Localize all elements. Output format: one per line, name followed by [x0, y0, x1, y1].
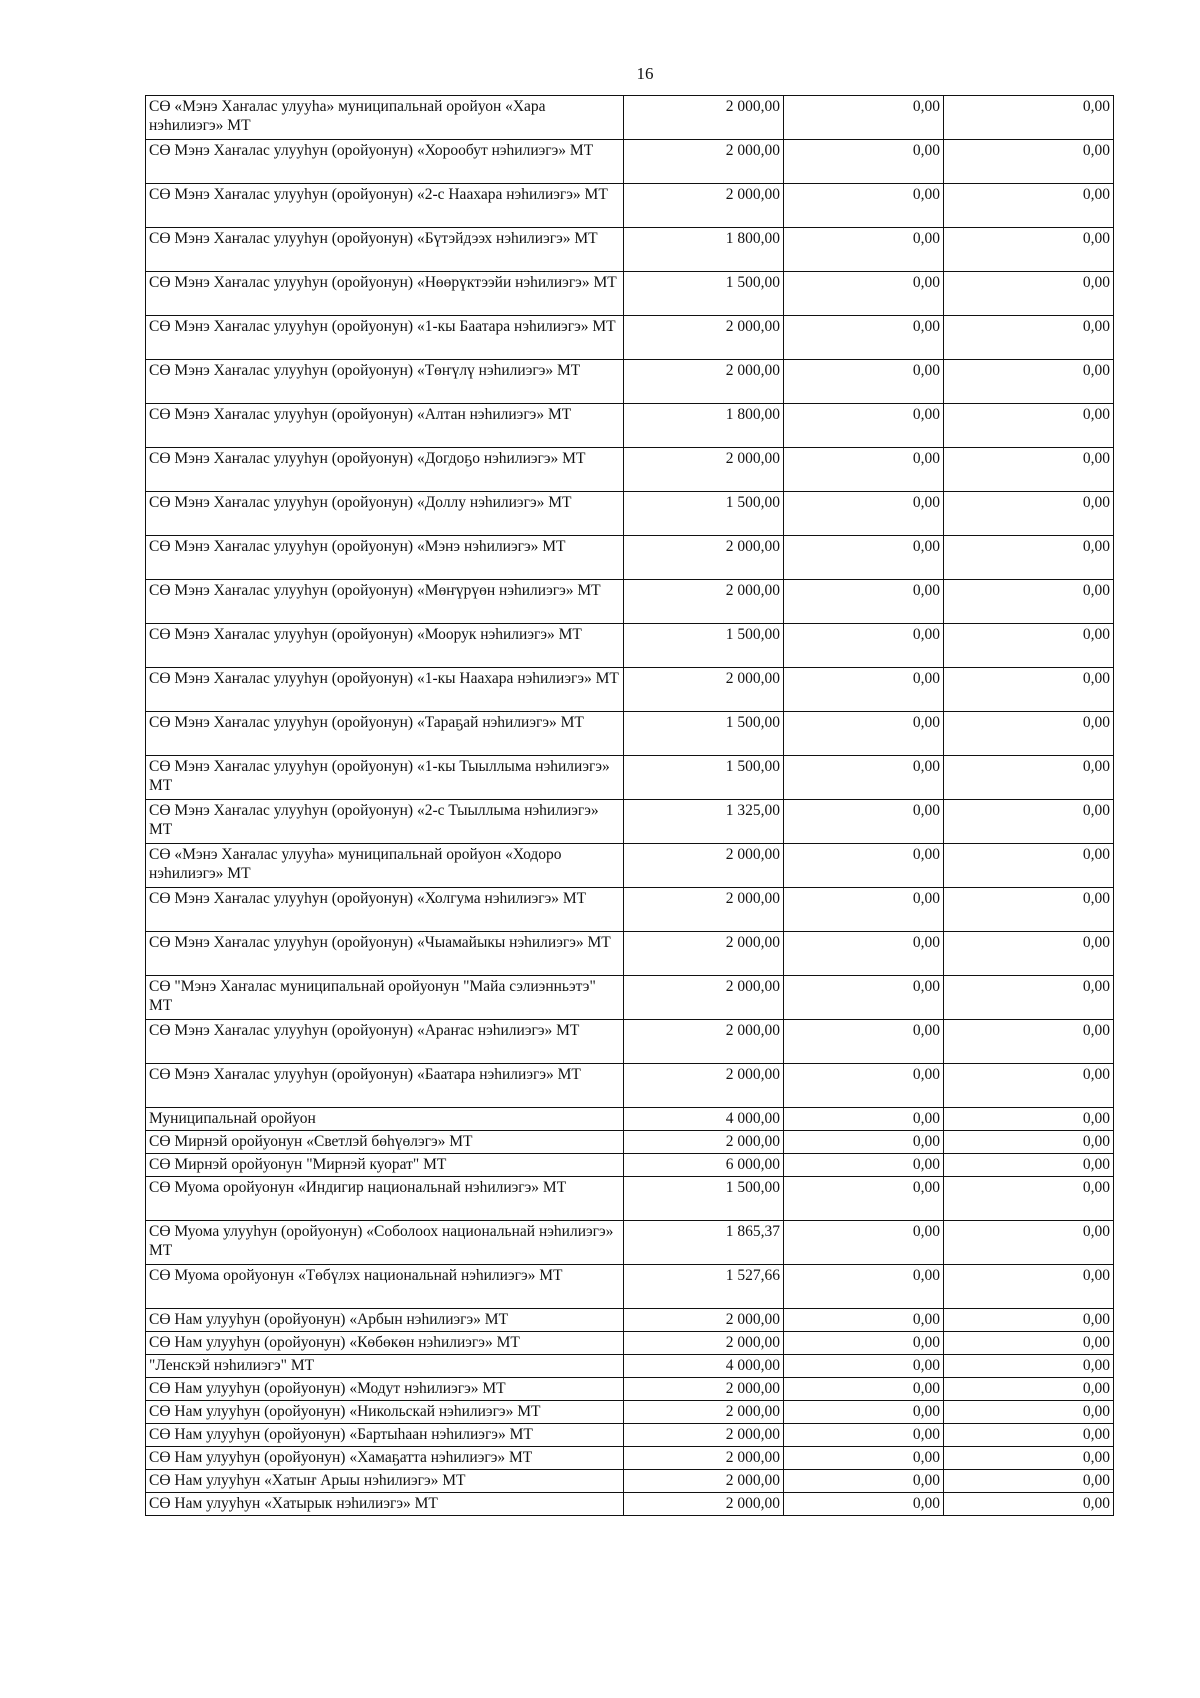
value-cell: 0,00	[784, 1064, 944, 1108]
budget-table	[145, 95, 1114, 1516]
amount-cell: 2 000,00	[624, 1493, 784, 1516]
table-row	[146, 1447, 1114, 1470]
value-cell: 0,00	[784, 1177, 944, 1221]
org-name-cell: СӨ Нам улууһун (оройуонун) «Бартыһаан нэһилиэгэ» МТ	[146, 1424, 624, 1447]
table-row	[146, 360, 1114, 404]
value-cell: 0,00	[784, 1424, 944, 1447]
org-name-cell: СӨ Мэнэ Хаҥалас улууһун (оройуонун) «1-кы Тыыллыма нэһилиэгэ» МТ	[146, 756, 624, 800]
value-cell: 0,00	[784, 1221, 944, 1265]
value-cell: 0,00	[944, 404, 1114, 448]
table-row	[146, 492, 1114, 536]
value-cell: 0,00	[784, 888, 944, 932]
value-cell: 0,00	[944, 316, 1114, 360]
value-cell: 0,00	[784, 404, 944, 448]
amount-cell: 2 000,00	[624, 1309, 784, 1332]
value-cell: 0,00	[784, 1265, 944, 1309]
value-cell: 0,00	[784, 580, 944, 624]
table-row	[146, 1131, 1114, 1154]
value-cell: 0,00	[944, 1221, 1114, 1265]
amount-cell: 2 000,00	[624, 1447, 784, 1470]
amount-cell: 1 865,37	[624, 1221, 784, 1265]
value-cell: 0,00	[944, 184, 1114, 228]
value-cell: 0,00	[784, 932, 944, 976]
value-cell: 0,00	[784, 1020, 944, 1064]
org-name-cell: СӨ Мэнэ Хаҥалас улууһун (оройуонун) «1-кы Баатара нэһилиэгэ» МТ	[146, 316, 624, 360]
amount-cell: 2 000,00	[624, 536, 784, 580]
amount-cell: 2 000,00	[624, 844, 784, 888]
amount-cell: 1 500,00	[624, 712, 784, 756]
value-cell: 0,00	[784, 1131, 944, 1154]
value-cell: 0,00	[944, 448, 1114, 492]
value-cell: 0,00	[944, 1309, 1114, 1332]
value-cell: 0,00	[784, 1309, 944, 1332]
amount-cell: 2 000,00	[624, 448, 784, 492]
org-name-cell: СӨ Мэнэ Хаҥалас улууһун (оройуонун) «Мөҥүрүөн нэһилиэгэ» МТ	[146, 580, 624, 624]
amount-cell: 2 000,00	[624, 360, 784, 404]
org-name-cell: СӨ Мэнэ Хаҥалас улууһун (оройуонун) «Чыамайыкы нэһилиэгэ» МТ	[146, 932, 624, 976]
value-cell: 0,00	[784, 1378, 944, 1401]
table-row	[146, 1154, 1114, 1177]
org-name-cell: "Ленскэй нэһилиэгэ" МТ	[146, 1355, 624, 1378]
value-cell: 0,00	[784, 96, 944, 140]
org-name-cell: СӨ Мирнэй оройуонун «Светлэй бөһүөлэгэ» МТ	[146, 1131, 624, 1154]
table-row	[146, 976, 1114, 1020]
value-cell: 0,00	[784, 272, 944, 316]
value-cell: 0,00	[784, 1493, 944, 1516]
table-row	[146, 1108, 1114, 1131]
value-cell: 0,00	[784, 184, 944, 228]
table-row	[146, 96, 1114, 140]
value-cell: 0,00	[944, 1355, 1114, 1378]
table-row	[146, 800, 1114, 844]
org-name-cell: СӨ «Мэнэ Хаҥалас улууһа» муниципальнай оройуон «Хара нэһилиэгэ» МТ	[146, 96, 624, 140]
amount-cell: 2 000,00	[624, 1020, 784, 1064]
org-name-cell: СӨ Мирнэй оройуонун "Мирнэй куорат" МТ	[146, 1154, 624, 1177]
amount-cell: 2 000,00	[624, 316, 784, 360]
value-cell: 0,00	[784, 1108, 944, 1131]
value-cell: 0,00	[944, 1064, 1114, 1108]
org-name-cell: СӨ Мэнэ Хаҥалас улууһун (оройуонун) «Мэнэ нэһилиэгэ» МТ	[146, 536, 624, 580]
table-row	[146, 184, 1114, 228]
budget-table-body	[146, 96, 1114, 1516]
org-name-cell: СӨ Мэнэ Хаҥалас улууһун (оройуонун) «Догдоҕо нэһилиэгэ» МТ	[146, 448, 624, 492]
value-cell: 0,00	[784, 1401, 944, 1424]
org-name-cell: СӨ Мэнэ Хаҥалас улууһун (оройуонун) «2-с Тыыллыма нэһилиэгэ» МТ	[146, 800, 624, 844]
org-name-cell: СӨ Нам улууһун (оройуонун) «Модут нэһилиэгэ» МТ	[146, 1378, 624, 1401]
org-name-cell: СӨ Мэнэ Хаҥалас улууһун (оройуонун) «Доллу нэһилиэгэ» МТ	[146, 492, 624, 536]
value-cell: 0,00	[944, 1447, 1114, 1470]
org-name-cell: СӨ Мэнэ Хаҥалас улууһун (оройуонун) «Баатара нэһилиэгэ» МТ	[146, 1064, 624, 1108]
value-cell: 0,00	[784, 1470, 944, 1493]
value-cell: 0,00	[944, 888, 1114, 932]
org-name-cell: СӨ Мэнэ Хаҥалас улууһун (оройуонун) «1-кы Наахара нэһилиэгэ» МТ	[146, 668, 624, 712]
org-name-cell: СӨ Нам улууһун «Хатырык нэһилиэгэ» МТ	[146, 1493, 624, 1516]
table-row	[146, 668, 1114, 712]
org-name-cell: СӨ Муома оройуонун «Индигир национальнай нэһилиэгэ» МТ	[146, 1177, 624, 1221]
org-name-cell: СӨ Мэнэ Хаҥалас улууһун (оройуонун) «Төҥүлү нэһилиэгэ» МТ	[146, 360, 624, 404]
amount-cell: 2 000,00	[624, 184, 784, 228]
value-cell: 0,00	[784, 492, 944, 536]
value-cell: 0,00	[784, 624, 944, 668]
value-cell: 0,00	[944, 1332, 1114, 1355]
amount-cell: 1 800,00	[624, 404, 784, 448]
table-row	[146, 712, 1114, 756]
table-row	[146, 888, 1114, 932]
amount-cell: 2 000,00	[624, 1424, 784, 1447]
org-name-cell: СӨ Нам улууһун (оройуонун) «Никольскай нэһилиэгэ» МТ	[146, 1401, 624, 1424]
value-cell: 0,00	[944, 96, 1114, 140]
value-cell: 0,00	[784, 976, 944, 1020]
value-cell: 0,00	[784, 1447, 944, 1470]
amount-cell: 2 000,00	[624, 1470, 784, 1493]
value-cell: 0,00	[784, 1332, 944, 1355]
table-row	[146, 1064, 1114, 1108]
org-name-cell: СӨ Мэнэ Хаҥалас улууһун (оройуонун) «Алтан нэһилиэгэ» МТ	[146, 404, 624, 448]
value-cell: 0,00	[784, 668, 944, 712]
amount-cell: 2 000,00	[624, 1064, 784, 1108]
value-cell: 0,00	[944, 1493, 1114, 1516]
table-row	[146, 404, 1114, 448]
value-cell: 0,00	[784, 756, 944, 800]
table-row	[146, 1265, 1114, 1309]
value-cell: 0,00	[944, 932, 1114, 976]
amount-cell: 1 325,00	[624, 800, 784, 844]
value-cell: 0,00	[944, 844, 1114, 888]
value-cell: 0,00	[784, 228, 944, 272]
amount-cell: 1 500,00	[624, 756, 784, 800]
amount-cell: 2 000,00	[624, 1401, 784, 1424]
org-name-cell: СӨ Мэнэ Хаҥалас улууһун (оройуонун) «Тараҕай нэһилиэгэ» МТ	[146, 712, 624, 756]
amount-cell: 1 500,00	[624, 1177, 784, 1221]
table-row	[146, 580, 1114, 624]
table-row	[146, 624, 1114, 668]
org-name-cell: СӨ Мэнэ Хаҥалас улууһун (оройуонун) «Хорообут нэһилиэгэ» МТ	[146, 140, 624, 184]
page-number: 16	[636, 64, 654, 83]
amount-cell: 1 527,66	[624, 1265, 784, 1309]
value-cell: 0,00	[944, 1470, 1114, 1493]
value-cell: 0,00	[784, 316, 944, 360]
amount-cell: 2 000,00	[624, 976, 784, 1020]
table-row	[146, 1378, 1114, 1401]
table-row	[146, 1332, 1114, 1355]
table-row	[146, 228, 1114, 272]
table-row	[146, 1493, 1114, 1516]
table-row	[146, 140, 1114, 184]
table-row	[146, 1470, 1114, 1493]
value-cell: 0,00	[944, 360, 1114, 404]
org-name-cell: СӨ Мэнэ Хаҥалас улууһун (оройуонун) «2-с Наахара нэһилиэгэ» МТ	[146, 184, 624, 228]
amount-cell: 2 000,00	[624, 580, 784, 624]
org-name-cell: СӨ Муома улууһун (оройуонун) «Соболоох национальнай нэһилиэгэ» МТ	[146, 1221, 624, 1265]
amount-cell: 1 500,00	[624, 492, 784, 536]
value-cell: 0,00	[784, 1355, 944, 1378]
value-cell: 0,00	[944, 712, 1114, 756]
value-cell: 0,00	[944, 976, 1114, 1020]
value-cell: 0,00	[944, 536, 1114, 580]
value-cell: 0,00	[944, 1401, 1114, 1424]
table-row	[146, 536, 1114, 580]
org-name-cell: СӨ Мэнэ Хаҥалас улууһун (оройуонун) «Нөөрүктээйи нэһилиэгэ» МТ	[146, 272, 624, 316]
table-row	[146, 756, 1114, 800]
amount-cell: 2 000,00	[624, 1332, 784, 1355]
value-cell: 0,00	[784, 360, 944, 404]
value-cell: 0,00	[784, 448, 944, 492]
amount-cell: 2 000,00	[624, 888, 784, 932]
value-cell: 0,00	[944, 1424, 1114, 1447]
value-cell: 0,00	[944, 756, 1114, 800]
amount-cell: 2 000,00	[624, 96, 784, 140]
org-name-cell: Муниципальнай оройуон	[146, 1108, 624, 1131]
value-cell: 0,00	[944, 1020, 1114, 1064]
table-row	[146, 844, 1114, 888]
value-cell: 0,00	[944, 1265, 1114, 1309]
table-row	[146, 1309, 1114, 1332]
table-row	[146, 1020, 1114, 1064]
value-cell: 0,00	[944, 580, 1114, 624]
org-name-cell: СӨ Мэнэ Хаҥалас улууһун (оройуонун) «Бүтэйдээх нэһилиэгэ» МТ	[146, 228, 624, 272]
org-name-cell: СӨ Нам улууһун (оройуонун) «Арбын нэһилиэгэ» МТ	[146, 1309, 624, 1332]
value-cell: 0,00	[944, 1177, 1114, 1221]
org-name-cell: СӨ Муома оройуонун «Төбүлэх национальнай нэһилиэгэ» МТ	[146, 1265, 624, 1309]
org-name-cell: СӨ "Мэнэ Хаҥалас муниципальнай оройуонун "Майа сэлиэнньэтэ" МТ	[146, 976, 624, 1020]
value-cell: 0,00	[944, 800, 1114, 844]
org-name-cell: СӨ Нам улууһун (оройуонун) «Хамаҕатта нэһилиэгэ» МТ	[146, 1447, 624, 1470]
amount-cell: 2 000,00	[624, 1378, 784, 1401]
amount-cell: 4 000,00	[624, 1108, 784, 1131]
amount-cell: 1 800,00	[624, 228, 784, 272]
amount-cell: 2 000,00	[624, 932, 784, 976]
table-row	[146, 1424, 1114, 1447]
table-row	[146, 1221, 1114, 1265]
value-cell: 0,00	[784, 140, 944, 184]
value-cell: 0,00	[944, 492, 1114, 536]
org-name-cell: СӨ Мэнэ Хаҥалас улууһун (оройуонун) «Араҥас нэһилиэгэ» МТ	[146, 1020, 624, 1064]
amount-cell: 2 000,00	[624, 1131, 784, 1154]
value-cell: 0,00	[784, 536, 944, 580]
value-cell: 0,00	[784, 712, 944, 756]
value-cell: 0,00	[944, 228, 1114, 272]
table-row	[146, 448, 1114, 492]
amount-cell: 4 000,00	[624, 1355, 784, 1378]
value-cell: 0,00	[784, 800, 944, 844]
amount-cell: 2 000,00	[624, 668, 784, 712]
value-cell: 0,00	[784, 844, 944, 888]
amount-cell: 1 500,00	[624, 272, 784, 316]
table-row	[146, 1401, 1114, 1424]
value-cell: 0,00	[944, 668, 1114, 712]
amount-cell: 2 000,00	[624, 140, 784, 184]
table-row	[146, 1177, 1114, 1221]
value-cell: 0,00	[944, 1378, 1114, 1401]
org-name-cell: СӨ Мэнэ Хаҥалас улууһун (оройуонун) «Холгума нэһилиэгэ» МТ	[146, 888, 624, 932]
table-row	[146, 316, 1114, 360]
org-name-cell: СӨ Нам улууһун (оройуонун) «Көбөкөн нэһилиэгэ» МТ	[146, 1332, 624, 1355]
value-cell: 0,00	[784, 1154, 944, 1177]
org-name-cell: СӨ «Мэнэ Хаҥалас улууһа» муниципальнай оройуон «Ходоро нэһилиэгэ» МТ	[146, 844, 624, 888]
value-cell: 0,00	[944, 140, 1114, 184]
table-row	[146, 1355, 1114, 1378]
table-row	[146, 272, 1114, 316]
amount-cell: 1 500,00	[624, 624, 784, 668]
value-cell: 0,00	[944, 1131, 1114, 1154]
org-name-cell: СӨ Мэнэ Хаҥалас улууһун (оройуонун) «Моорук нэһилиэгэ» МТ	[146, 624, 624, 668]
value-cell: 0,00	[944, 1108, 1114, 1131]
value-cell: 0,00	[944, 1154, 1114, 1177]
org-name-cell: СӨ Нам улууһун «Хатыҥ Арыы нэһилиэгэ» МТ	[146, 1470, 624, 1493]
table-row	[146, 932, 1114, 976]
value-cell: 0,00	[944, 272, 1114, 316]
value-cell: 0,00	[944, 624, 1114, 668]
amount-cell: 6 000,00	[624, 1154, 784, 1177]
